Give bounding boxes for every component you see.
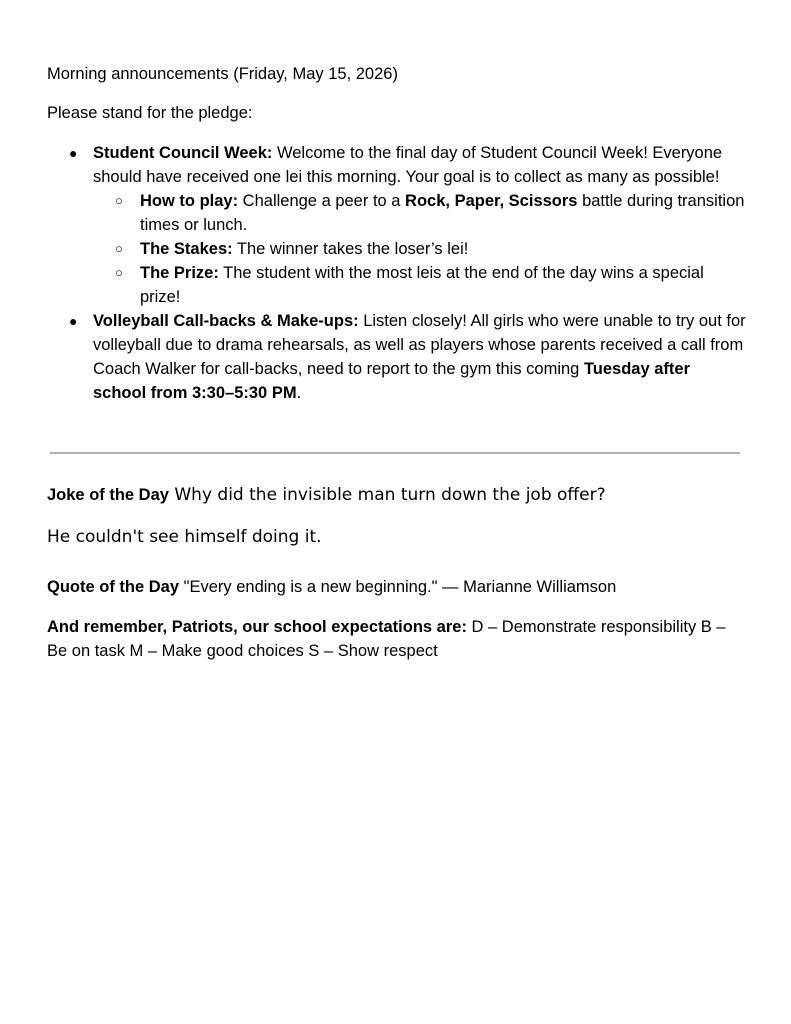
circle-bullet-icon: ○ — [115, 193, 123, 208]
list-item-volleyball — [47, 309, 747, 405]
circle-bullet-icon: ○ — [115, 265, 123, 280]
sub-item-bold: Rock, Paper, Scissors — [405, 192, 578, 210]
item-text: Welcome to the final day of Student Council Week! Everyone should have received one lei this morning. Your goal is to collect as many as possible! — [93, 144, 723, 186]
sub-list — [93, 189, 747, 309]
school-expectations — [47, 615, 747, 663]
pledge-line: Please stand for the pledge: — [47, 104, 253, 122]
item-text: . — [296, 384, 302, 402]
announcement-list — [47, 141, 747, 405]
item-text: Listen closely! All girls who were unable to try out for volleyball due to drama rehearsals, as well as players whose parents received a call from Coach Walker for call-backs, need to report to the gym this coming — [93, 312, 746, 378]
sub-item-text: The student with the most leis at the end of the day wins a special prize! — [140, 264, 704, 306]
sub-item-label: The Stakes: — [140, 240, 233, 258]
bullet-icon: ● — [69, 313, 78, 329]
quote-label: Quote of the Day — [47, 578, 180, 596]
expectations-text: D – Demonstrate responsibility B – Be on task M – Make good choices S – Show respect — [47, 618, 726, 660]
sub-item-text: The winner takes the loser’s lei! — [232, 240, 469, 258]
sub-item-prize — [93, 261, 747, 309]
joke-label: Joke of the Day — [47, 486, 169, 504]
sub-item-text: Challenge a peer to a — [238, 192, 406, 210]
quote-text: "Every ending is a new beginning." — Marianne Williamson — [179, 578, 617, 596]
sub-item-how-to-play — [93, 189, 747, 237]
bullet-icon: ● — [69, 145, 78, 161]
joke-question: Why did the invisible man turn down the job offer? — [168, 485, 606, 505]
sub-item-stakes — [93, 237, 747, 261]
item-bold: Tuesday after school from 3:30–5:30 PM — [93, 360, 691, 402]
list-item-student-council — [47, 141, 747, 309]
sub-item-label: How to play: — [140, 192, 239, 210]
sub-item-label: The Prize: — [140, 264, 219, 282]
expectations-label: And remember, Patriots, our school expectations are: — [47, 618, 467, 636]
section-divider — [50, 452, 740, 454]
item-label: Volleyball Call-backs & Make-ups: — [93, 312, 359, 330]
joke-answer: He couldn't see himself doing it. — [47, 527, 322, 547]
joke-of-the-day — [47, 483, 747, 507]
quote-of-the-day — [47, 575, 747, 599]
circle-bullet-icon: ○ — [115, 241, 123, 256]
item-label: Student Council Week: — [93, 144, 273, 162]
page-title: Morning announcements (Friday, May 15, 2026) — [47, 65, 398, 83]
sub-item-text: battle during transition times or lunch. — [140, 192, 745, 234]
